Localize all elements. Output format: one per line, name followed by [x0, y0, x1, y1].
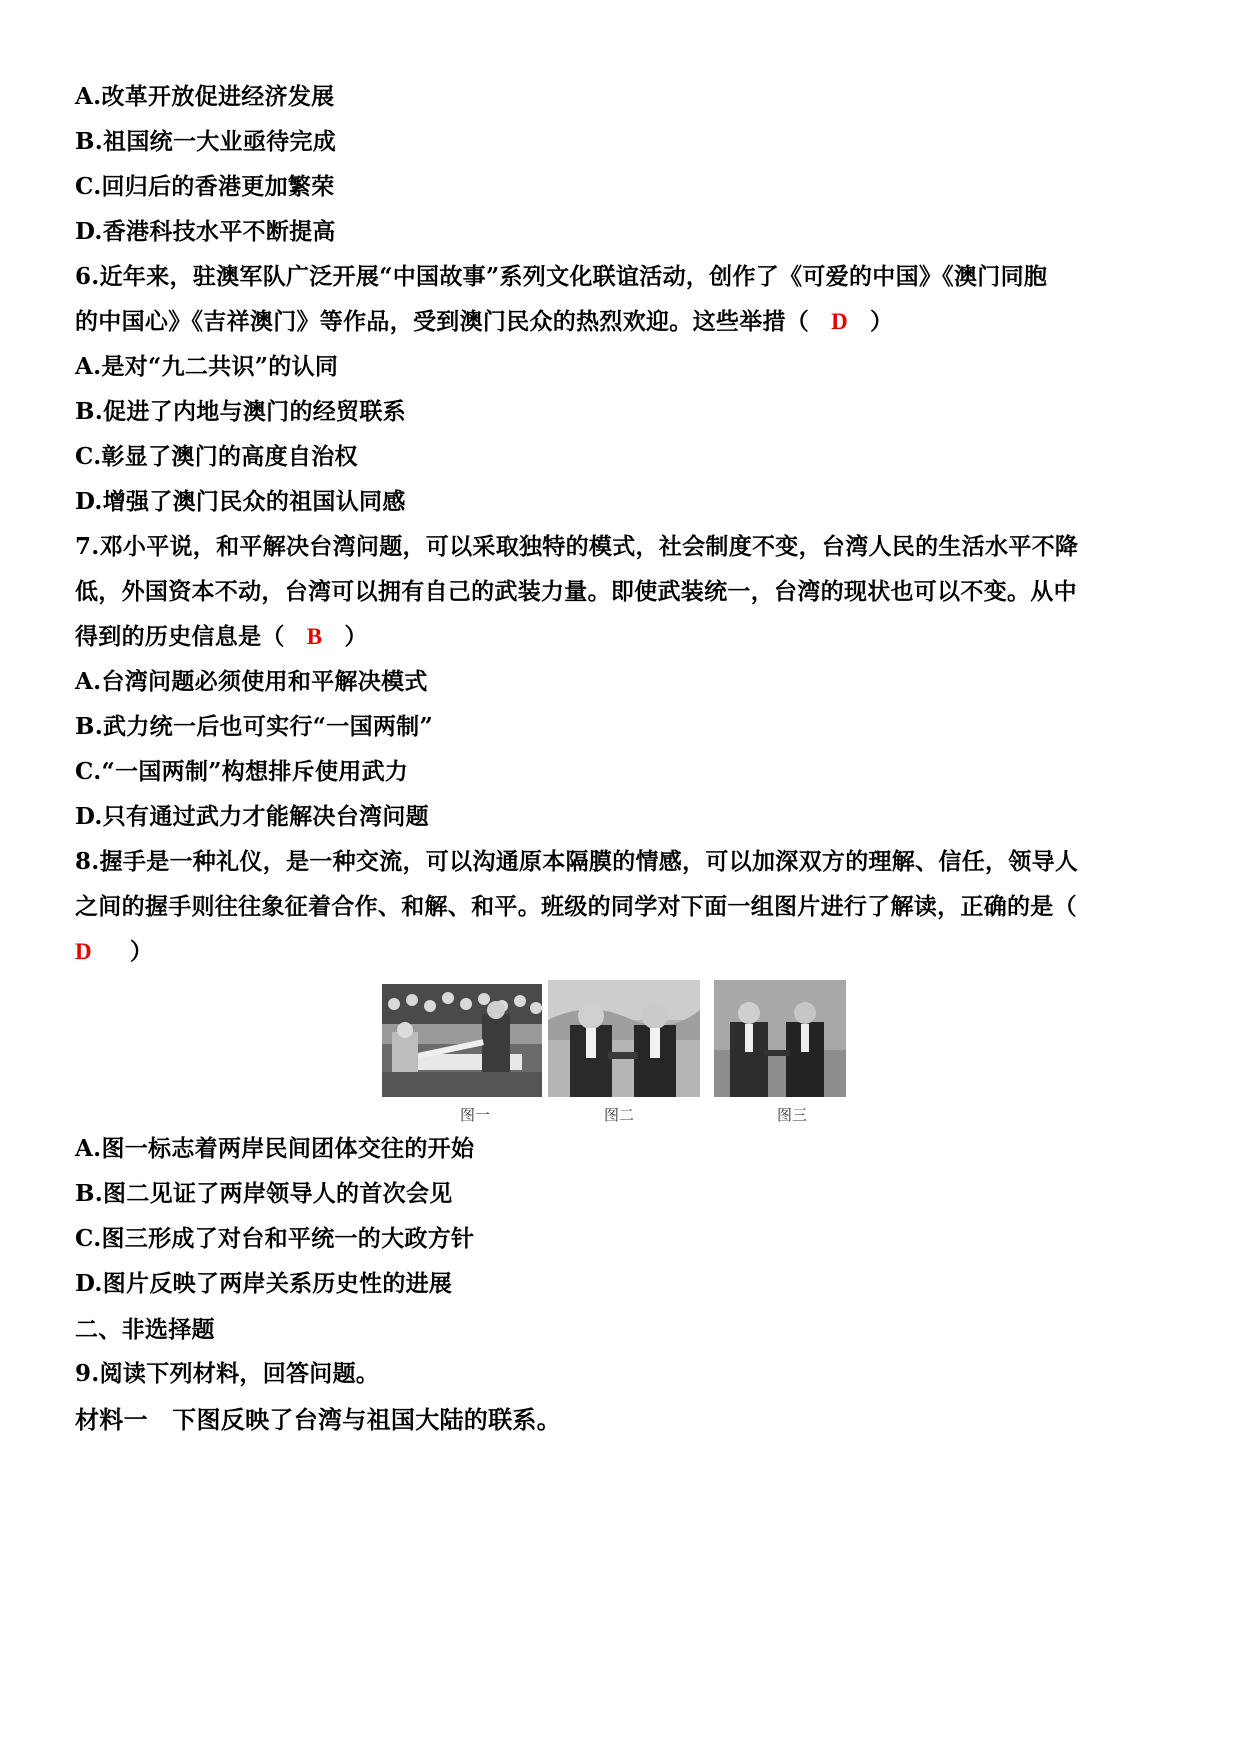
q7-stem-line3: [75, 622, 1165, 652]
figure-2-photo: [548, 980, 700, 1097]
figure-3-handshake-image: [714, 980, 846, 1097]
q8-stem-line2: 之间的握手则往往象征着合作、和解、和平。班级的同学对下面一组图片进行了解读，正确的是（: [75, 893, 1077, 920]
q5-option-d: D.香港科技水平不断提高: [75, 218, 336, 245]
figure-2-handshake-image: [548, 980, 700, 1097]
q6-close-paren: ）: [870, 308, 894, 335]
q8-stem-line1: 8.握手是一种礼仪，是一种交流，可以沟通原本隔膜的情感，可以加深双方的理解、信任，领导人: [75, 848, 1079, 875]
figure-3-caption: 图三: [777, 1106, 808, 1124]
q8-close-paren: ）: [129, 938, 154, 965]
q7-close-paren: ）: [344, 623, 368, 650]
q9-material-1: 材料一 下图反映了台湾与祖国大陆的联系。: [75, 1406, 561, 1434]
q8-option-c: C.图三形成了对台和平统一的大政方针: [75, 1225, 475, 1252]
q7-stem-line1: 7.邓小平说，和平解决台湾问题，可以采取独特的模式，社会制度不变，台湾人民的生活水平不降: [75, 533, 1079, 560]
figure-2-caption: 图二: [604, 1106, 635, 1124]
q7-answer: B: [306, 624, 323, 649]
q7-option-c: C.“一国两制”构想排斥使用武力: [75, 758, 409, 785]
q7-stem-line2: 低，外国资本不动，台湾可以拥有自己的武装力量。即使武装统一，台湾的现状也可以不变。从中: [75, 578, 1077, 605]
q6-answer: D: [831, 309, 849, 334]
q8-answer: D: [75, 939, 92, 964]
q8-option-a: A.图一标志着两岸民间团体交往的开始: [75, 1135, 475, 1162]
q9-stem: 9.阅读下列材料，回答问题。: [75, 1360, 380, 1387]
q5-option-b: B.祖国统一大业亟待完成: [75, 128, 337, 155]
q7-stem-text: 得到的历史信息是（: [75, 623, 285, 650]
figure-1-caption: 图一: [460, 1106, 491, 1124]
q6-stem-text: 的中国心》《吉祥澳门》等作品，受到澳门民众的热烈欢迎。这些举措（: [75, 308, 810, 335]
q5-option-a: A.改革开放促进经济发展: [75, 83, 335, 110]
figure-1-photo: [382, 984, 542, 1097]
q6-option-a: A.是对“九二共识”的认同: [75, 353, 339, 380]
q5-option-c: C.回归后的香港更加繁荣: [75, 173, 335, 200]
q8-stem-line3: [75, 937, 1165, 967]
q6-option-b: B.促进了内地与澳门的经贸联系: [75, 398, 406, 425]
figure-3-photo: [714, 980, 846, 1097]
q8-option-b: B.图二见证了两岸领导人的首次会见: [75, 1180, 453, 1207]
q7-option-b: B.武力统一后也可实行“一国两制”: [75, 713, 434, 740]
q6-option-d: D.增强了澳门民众的祖国认同感: [75, 488, 406, 515]
section-2-title: 二、非选择题: [75, 1316, 215, 1343]
figure-1-handshake-image: [382, 984, 542, 1097]
q8-option-d: D.图片反映了两岸关系历史性的进展: [75, 1270, 453, 1297]
q6-option-c: C.彰显了澳门的高度自治权: [75, 443, 358, 470]
q6-stem-line2: [75, 307, 1165, 337]
q6-stem-line1: 6.近年来，驻澳军队广泛开展“中国故事”系列文化联谊活动，创作了《可爱的中国》《澳门同胞: [75, 263, 1048, 290]
q7-option-d: D.只有通过武力才能解决台湾问题: [75, 803, 429, 830]
q7-option-a: A.台湾问题必须使用和平解决模式: [75, 668, 428, 695]
